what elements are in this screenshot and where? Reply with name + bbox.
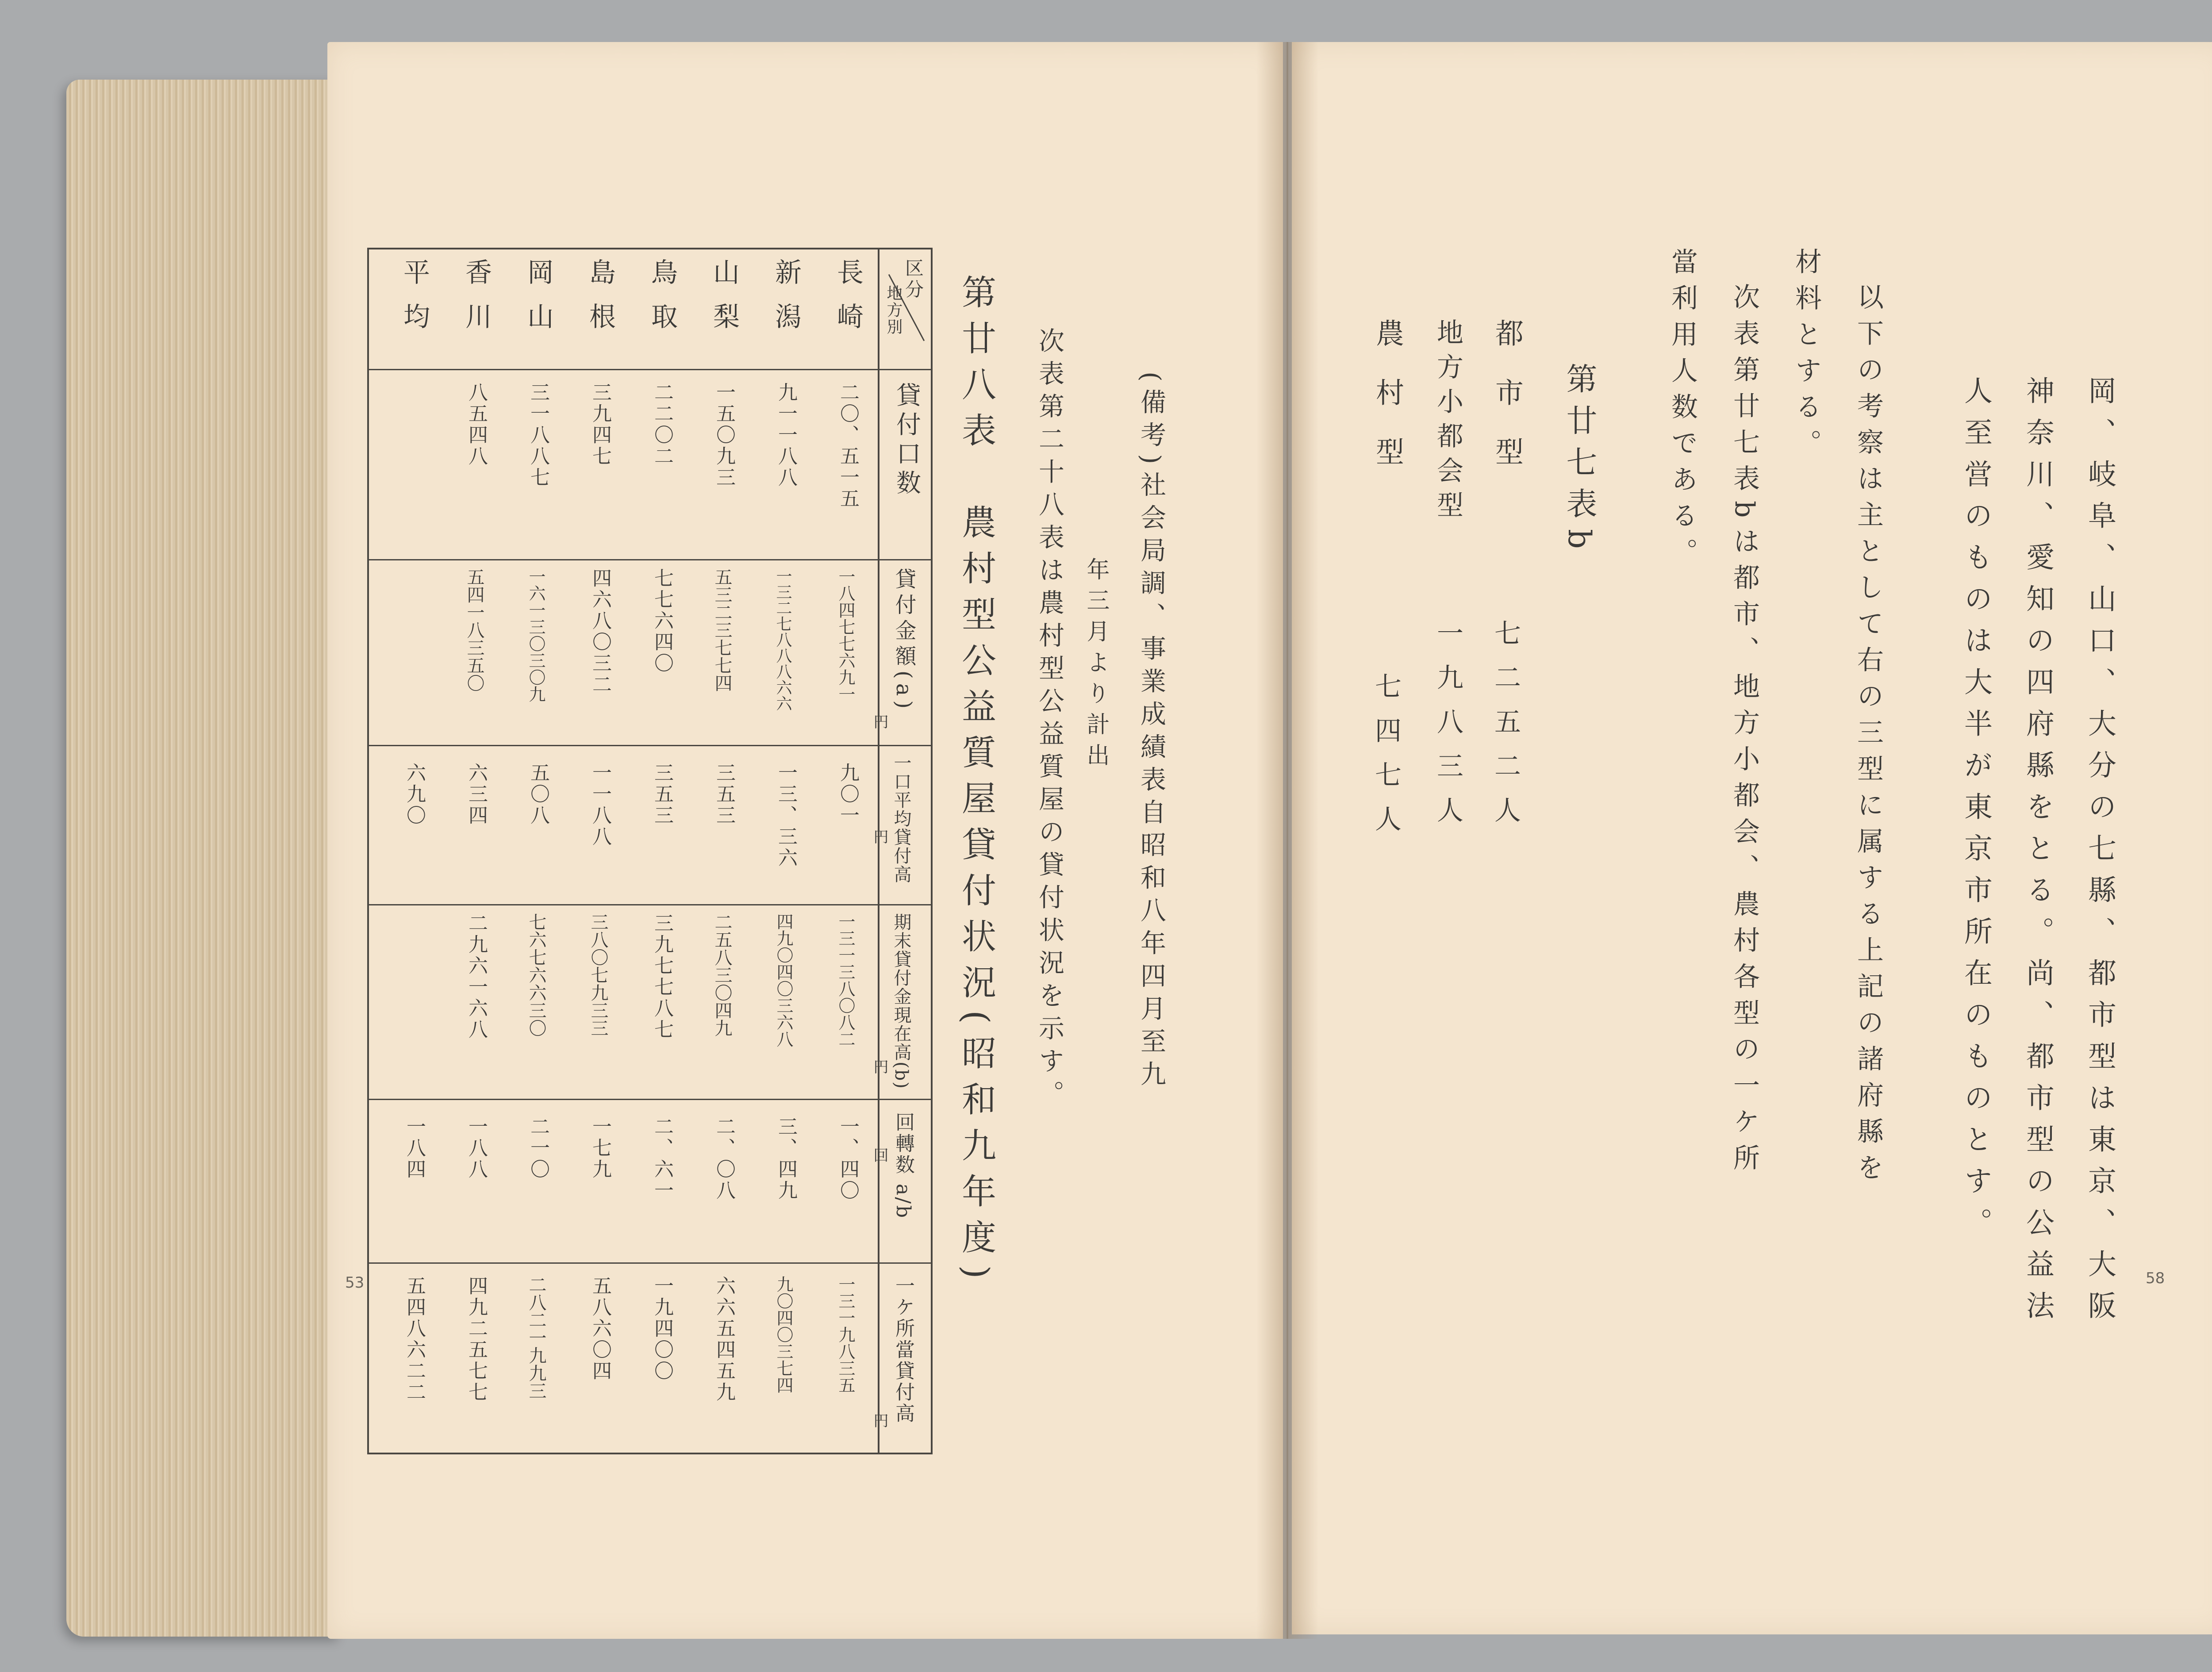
- region-label: 鳥取: [647, 258, 678, 347]
- table-cell: 三一八八七: [527, 382, 549, 488]
- paragraph-line: 岡、岐阜、山口、大分の七縣、都市型は東京、大阪: [2083, 376, 2116, 1332]
- table-row-separator: [369, 1262, 931, 1264]
- table-27-label: 地方小都会型: [1432, 318, 1463, 525]
- table-27-value: 七四七人: [1371, 672, 1402, 849]
- table-cell: 五四八六二二: [403, 1276, 426, 1403]
- table-header-divider: [878, 249, 879, 1453]
- table-cell: 四九二五七七: [465, 1276, 488, 1403]
- column-unit: 円: [871, 1059, 888, 1076]
- corner-header-bottom: 地方別: [884, 285, 902, 335]
- table-cell: 二一〇: [527, 1116, 549, 1180]
- region-label: 長崎: [833, 258, 864, 347]
- table-cell: 二八二一九九三: [526, 1276, 546, 1400]
- table-cell: 二二〇二: [651, 382, 673, 467]
- table-cell: 一七九: [589, 1116, 611, 1180]
- table-cell: 九一一八八: [775, 382, 797, 488]
- region-label: 新潟: [771, 258, 802, 347]
- page-number-right: 58: [2146, 1269, 2165, 1287]
- table-cell: 一三、三六: [775, 763, 797, 869]
- table-cell: 五〇八: [527, 763, 549, 826]
- body-intro: 次表第二十八表は農村型公益質屋の貸付状況を示す。: [1034, 327, 1064, 1113]
- table-cell: 一六一三〇三〇九: [526, 568, 545, 702]
- table-row-separator: [369, 1099, 931, 1100]
- table-cell: 一八八: [465, 1116, 488, 1180]
- page-number-left: 53: [345, 1274, 365, 1292]
- column-unit: 円: [871, 714, 888, 731]
- table-cell: 六六五四五九: [713, 1276, 735, 1403]
- table-cell: 一、四〇: [837, 1116, 859, 1201]
- table-cell: 六九〇: [403, 763, 426, 826]
- column-header: 期末貸付金現在高(b): [891, 913, 911, 1089]
- column-header: 貸付口数: [892, 382, 921, 499]
- paragraph-line: 人至営のものは大半が東京市所在のものとす。: [1959, 376, 1992, 1249]
- table-cell: 三五三: [713, 763, 735, 826]
- table-cell: 一九四〇〇: [651, 1276, 673, 1382]
- table-cell: 一一八八: [589, 763, 611, 848]
- table-27-label: 都市型: [1490, 318, 1523, 496]
- region-label: 島根: [585, 258, 616, 347]
- region-label: 岡山: [523, 258, 554, 347]
- table-cell: 五三二三七七四: [712, 568, 732, 692]
- table-row-separator: [369, 904, 931, 905]
- table-cell: 六三四: [465, 763, 488, 826]
- table-cell: 八五四八: [465, 382, 488, 467]
- paragraph-line: 次表第廿七表bは都市、地方小都会、農村各型の一ケ所: [1729, 283, 1760, 1181]
- column-unit: 円: [871, 1413, 888, 1430]
- paragraph-line: 材料とする。: [1791, 248, 1822, 465]
- table-27-title: 第廿七表b: [1561, 363, 1598, 560]
- paragraph-line: 當利用人数である。: [1667, 248, 1698, 574]
- table-cell: 二、六一: [651, 1116, 673, 1201]
- note-remarks: (備考)社会局調、事業成績表自昭和八年四月至九: [1136, 372, 1166, 1093]
- table-cell: 一三二七八八八六六: [774, 568, 792, 711]
- table-title: 第廿八表 農村型公益質屋貸付状況(昭和九年度): [956, 274, 996, 1290]
- table-cell: 二〇、五一五: [837, 382, 859, 510]
- table-cell: 四六八〇三二: [589, 568, 611, 695]
- book-gutter: [1256, 42, 1318, 1639]
- table-27-label: 農村型: [1371, 318, 1404, 496]
- column-unit: 円: [871, 829, 888, 846]
- column-header: 貸付金額(a): [891, 568, 916, 713]
- table-cell: 三五三: [651, 763, 673, 826]
- table-cell: 七七六四〇: [651, 568, 673, 674]
- region-label: 山梨: [709, 258, 740, 347]
- table-row-separator: [369, 745, 931, 746]
- column-header: 回轉数 a/b: [892, 1112, 914, 1220]
- table-cell: 四九〇四〇三六八: [774, 913, 793, 1047]
- table-cell: 一五〇九三: [713, 382, 735, 488]
- region-label: 香川: [461, 258, 492, 347]
- table-row-separator: [369, 559, 931, 560]
- note-continued: 年三月より計出: [1083, 557, 1109, 774]
- table-cell: 二五八三〇四九: [712, 913, 732, 1037]
- table-cell: 九〇四〇三七四: [774, 1276, 793, 1393]
- table-cell: 三、四九: [775, 1116, 797, 1201]
- table-cell: 三八〇七九三三: [588, 913, 608, 1037]
- table-cell: 三九七七八七: [651, 913, 673, 1040]
- column-header: 一口平均貸付高: [891, 754, 911, 884]
- table-cell: 一三一三八〇八二: [836, 913, 855, 1047]
- table-cell: 九〇一: [837, 763, 859, 826]
- region-label: 平均: [399, 258, 430, 347]
- table-cell: 五八六〇四: [589, 1276, 611, 1382]
- table-cell: 七六七六六三〇: [526, 913, 546, 1037]
- column-header: 一ケ所當貸付高: [892, 1276, 914, 1424]
- loan-status-table: [367, 248, 933, 1454]
- paragraph-line: 神奈川、愛知の四府縣をとる。尚、都市型の公益法: [2021, 376, 2054, 1332]
- table-cell: 三九四七: [589, 382, 611, 467]
- table-cell: 一八四七七六九一: [836, 568, 855, 702]
- table-header-separator: [369, 369, 931, 370]
- book-fore-edge-left: [66, 80, 341, 1637]
- table-cell: 二九六一六八: [465, 913, 488, 1040]
- table-cell: 二、〇八: [713, 1116, 735, 1201]
- table-27-value: 七二五二人: [1490, 619, 1521, 840]
- table-cell: 一三一九八三五: [836, 1276, 855, 1393]
- table-cell: 五四一八三五〇: [464, 568, 484, 692]
- corner-header-top: 区分: [902, 258, 924, 301]
- paragraph-line: 以下の考察は主として右の三型に属する上記の諸府縣を: [1853, 283, 1884, 1190]
- table-27-value: 一九八三人: [1432, 619, 1463, 840]
- table-cell: 一八四: [403, 1116, 426, 1180]
- column-unit: 回: [871, 1147, 888, 1164]
